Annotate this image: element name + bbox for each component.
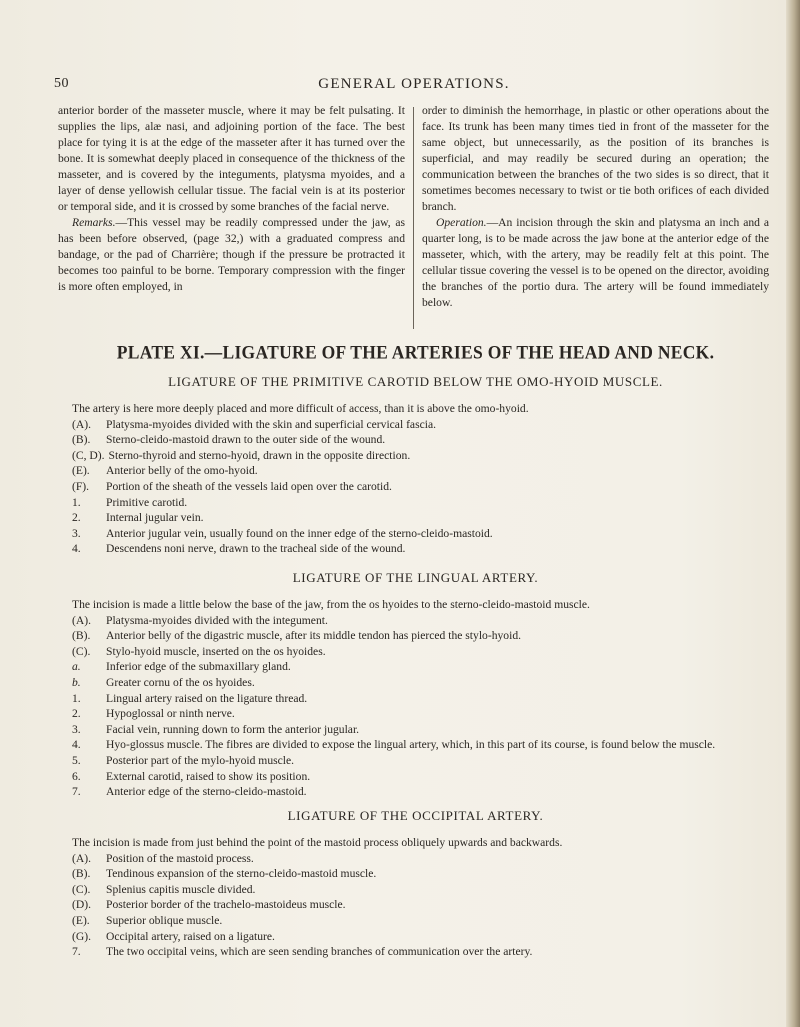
legend-item-label: 5. <box>72 753 81 767</box>
legend-item-text: Anterior belly of the omo-hyoid. <box>106 464 258 478</box>
section-body <box>58 401 773 557</box>
section-intro: The incision is made a little below the base of the jaw, from the os hyoides to the sterno-cleido-mastoid muscle. <box>72 598 590 611</box>
running-head: GENERAL OPERATIONS. <box>318 76 510 92</box>
section-primitive-carotid <box>58 374 773 557</box>
section-intro: The incision is made from just behind the point of the mastoid process obliquely upwards and backwards. <box>72 836 563 849</box>
book-spine-edge <box>786 0 800 1027</box>
legend-item <box>58 851 773 867</box>
legend-item-text: Descendens noni nerve, drawn to the tracheal side of the wound. <box>106 542 406 556</box>
legend-item-text: Platysma-myoides divided with the integument. <box>106 613 328 627</box>
legend-item-text: Stylo-hyoid muscle, inserted on the os hyoides. <box>106 644 326 658</box>
section-intro: The artery is here more deeply placed and more difficult of access, than it is above the omo-hyoid. <box>72 402 529 415</box>
page-number: 50 <box>54 76 69 91</box>
right-column <box>422 103 769 311</box>
remarks-paragraph <box>58 215 405 295</box>
legend-item-label: (B). <box>72 433 91 447</box>
section-occipital-artery <box>58 808 773 960</box>
legend-item <box>58 866 773 882</box>
legend-item-text: Inferior edge of the submaxillary gland. <box>106 660 291 674</box>
legend-item-label: (E). <box>72 913 90 927</box>
section-body <box>58 835 773 960</box>
legend-item-text: Anterior belly of the digastric muscle, after its middle tendon has pierced the stylo-hyoid. <box>106 629 522 643</box>
legend-item-label: (B). <box>72 629 91 643</box>
legend-item-text: Hypoglossal or ninth nerve. <box>106 707 235 721</box>
legend-list <box>58 417 773 557</box>
section-heading: LIGATURE OF THE OCCIPITAL ARTERY. <box>287 808 544 823</box>
legend-item <box>58 882 773 898</box>
legend-item-label: (A). <box>72 417 91 431</box>
legend-item <box>58 706 773 722</box>
legend-item-label: 2. <box>72 707 81 721</box>
legend-item <box>58 644 773 660</box>
legend-item-label: 6. <box>72 769 81 783</box>
legend-list <box>58 613 773 800</box>
legend-item-label: 2. <box>72 511 81 525</box>
legend-item-label: (F). <box>72 479 90 493</box>
legend-item-label: (G). <box>72 929 91 943</box>
legend-item-label: (C). <box>72 882 91 896</box>
right-paragraph: order to diminish the hemorrhage, in plastic or other operations about the face. Its trunk has been many times tied in front of the masseter for the same object, but unnecessarily, as the position of its branches is superficial, and may readily be secured during an operation; the communication between the branches of the two sides is so direct, that it sometimes becomes necessary to twist or tie both orifices of each divided branch. <box>422 104 769 213</box>
legend-item-text: Portion of the sheath of the vessels laid open over the carotid. <box>106 479 392 493</box>
legend-item-text: Splenius capitis muscle divided. <box>106 882 256 896</box>
legend-item <box>58 769 773 785</box>
legend-item <box>58 495 773 511</box>
legend-item <box>58 753 773 769</box>
legend-item <box>58 929 773 945</box>
legend-item-label: (C). <box>72 644 91 658</box>
legend-item-label: (A). <box>72 851 91 865</box>
legend-item-label: 7. <box>72 785 81 799</box>
legend-item-label: (E). <box>72 464 90 478</box>
legend-item-label: (D). <box>72 898 91 912</box>
column-divider <box>413 107 414 329</box>
legend-item <box>58 722 773 738</box>
legend-item <box>58 675 773 691</box>
legend-list <box>58 851 773 960</box>
legend-item-text: Platysma-myoides divided with the skin and superficial cervical fascia. <box>106 417 437 431</box>
legend-item <box>58 541 773 557</box>
legend-item <box>58 613 773 629</box>
legend-item-text: Superior oblique muscle. <box>106 913 223 927</box>
remarks-text: —This vessel may be readily compressed under the jaw, as has been before observed, (page 32,) with a graduated compress and bandage, or the pad of Charrière; though if the pressure be protracted it becomes too painful to be borne. Temporary compression with the finger is more often employed, in <box>58 216 405 293</box>
legend-item-label: 1. <box>72 495 81 509</box>
legend-item-text: Anterior jugular vein, usually found on the inner edge of the sterno-cleido-mastoid. <box>106 526 493 540</box>
legend-item-text: Posterior part of the mylo-hyoid muscle. <box>106 753 295 767</box>
legend-item-text: Greater cornu of the os hyoides. <box>106 675 255 689</box>
legend-item-label: 1. <box>72 691 81 705</box>
legend-item-text: Occipital artery, raised on a ligature. <box>106 929 275 943</box>
section-body <box>58 597 773 800</box>
legend-item-label: 7. <box>72 945 81 959</box>
legend-item <box>58 659 773 675</box>
section-heading: LIGATURE OF THE LINGUAL ARTERY. <box>292 570 539 585</box>
legend-item-text: External carotid, raised to show its position. <box>106 769 311 783</box>
legend-item-text: Facial vein, running down to form the anterior jugular. <box>106 722 360 736</box>
page-header <box>54 76 774 98</box>
left-column <box>58 103 405 295</box>
legend-item-text: Position of the mastoid process. <box>106 851 254 865</box>
legend-item <box>58 417 773 433</box>
legend-item-text: Sterno-thyroid and sterno-hyoid, drawn in the opposite direction. <box>108 448 411 462</box>
section-heading: LIGATURE OF THE PRIMITIVE CAROTID BELOW THE OMO-HYOID MUSCLE. <box>168 374 663 389</box>
legend-item-label: 3. <box>72 722 81 736</box>
legend-item-text: Hyo-glossus muscle. The fibres are divided to expose the lingual artery, which, in this part of its course, is found below the muscle. <box>106 738 716 752</box>
plate-title: PLATE XI.—LIGATURE OF THE ARTERIES OF THE HEAD AND NECK. <box>116 340 715 363</box>
left-paragraph: anterior border of the masseter muscle, where it may be felt pulsating. It supplies the lips, alæ nasi, and adjoining portion of the face. The best place for tying it is at the edge of the masseter after it has turned over the bone. It is somewhat deeply placed in consequence of the thickness of the masseter, and is covered by the integuments, platysma myoides, and a layer of dense yellowish cellular tissue. The facial vein is at its posterior or temporal side, and it is crossed by some branches of the facial nerve. <box>58 104 405 213</box>
legend-item <box>58 526 773 542</box>
legend-item-text: Anterior edge of the sterno-cleido-mastoid. <box>106 785 307 799</box>
legend-item-label: (C, D). <box>72 448 105 462</box>
remarks-label: Remarks. <box>72 216 116 229</box>
legend-item <box>58 479 773 495</box>
legend-item <box>58 691 773 707</box>
legend-item-label: 3. <box>72 526 81 540</box>
legend-item-label: (B). <box>72 867 91 881</box>
two-column-text <box>58 103 773 333</box>
legend-item <box>58 463 773 479</box>
legend-item <box>58 628 773 644</box>
section-lingual-artery <box>58 570 773 800</box>
legend-item-text: Lingual artery raised on the ligature thread. <box>106 691 308 705</box>
legend-item-text: Sterno-cleido-mastoid drawn to the outer side of the wound. <box>106 433 386 447</box>
legend-item-label: 4. <box>72 542 81 556</box>
legend-item-label: b. <box>72 675 81 689</box>
legend-item-label: (A). <box>72 613 91 627</box>
legend-item-text: Tendinous expansion of the sterno-cleido-mastoid muscle. <box>106 867 377 881</box>
legend-item-label: a. <box>72 660 81 674</box>
legend-item <box>58 897 773 913</box>
legend-item-text: Internal jugular vein. <box>106 511 204 525</box>
legend-item-text: Primitive carotid. <box>106 495 188 509</box>
legend-item <box>58 944 773 960</box>
legend-item <box>58 432 773 448</box>
legend-item <box>58 448 773 464</box>
legend-item-text: The two occipital veins, which are seen sending branches of communication over the artery. <box>106 945 533 959</box>
legend-item <box>58 913 773 929</box>
operation-text: —An incision through the skin and platysma an inch and a quarter long, is to be made across the jaw bone at the anterior edge of the masseter, which, with the artery, may be readily felt at this point. The cellular tissue covering the vessel is to be opened on the director, avoiding the branches of the portio dura. The artery will be found immediately below. <box>422 216 769 309</box>
legend-item <box>58 784 773 800</box>
legend-item <box>58 737 773 753</box>
legend-item-label: 4. <box>72 738 81 752</box>
operation-label: Operation. <box>436 216 487 229</box>
legend-item <box>58 510 773 526</box>
legend-item-text: Posterior border of the trachelo-mastoideus muscle. <box>106 898 346 912</box>
operation-paragraph <box>422 215 769 311</box>
